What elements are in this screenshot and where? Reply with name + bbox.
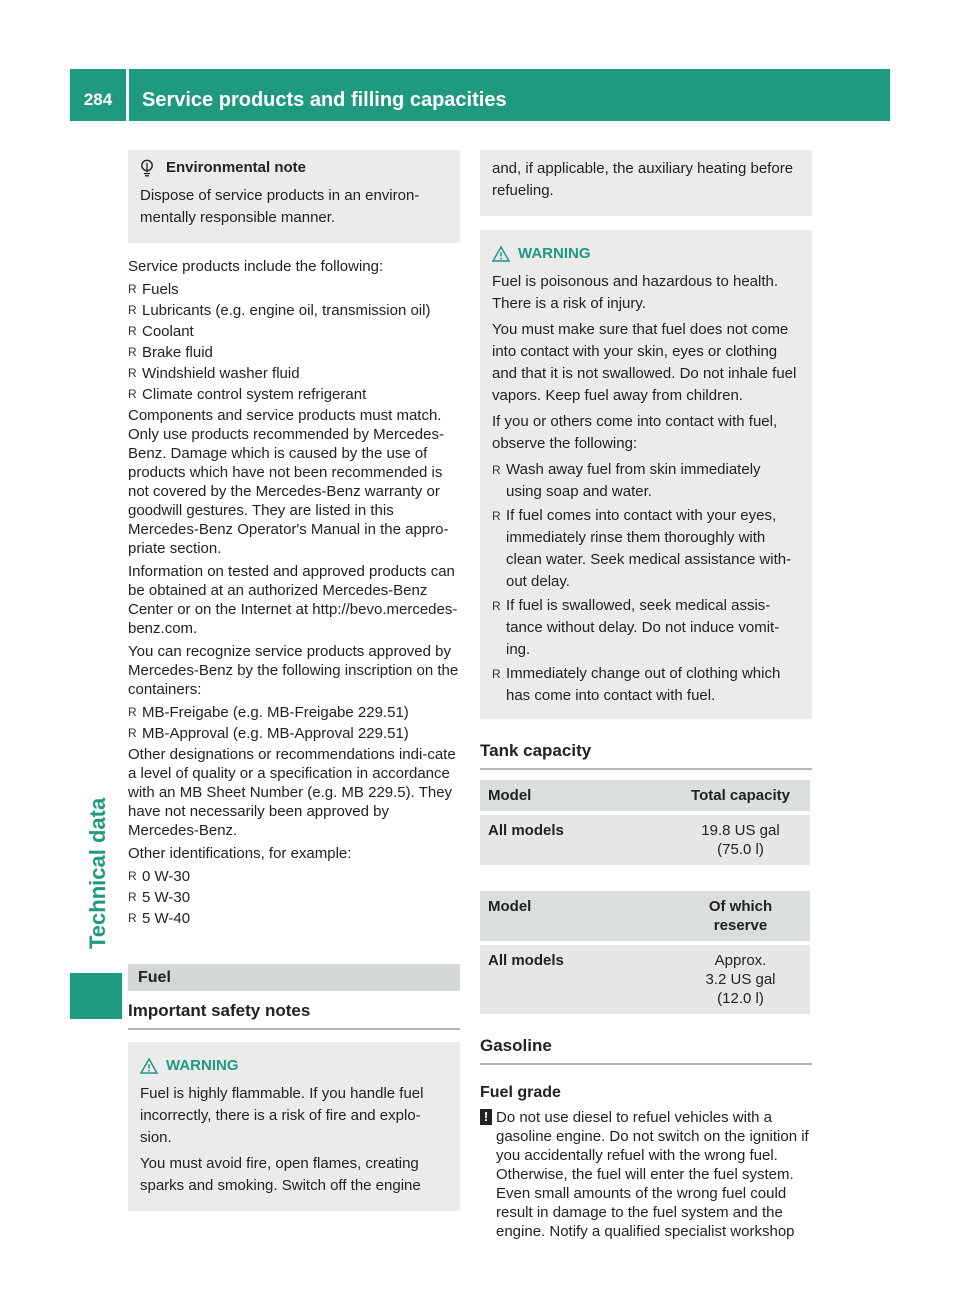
paragraph: Other designations or recommendations indi-cate a level of quality or a specification in accordance with an MB Sheet Number (e.g. MB 229.5). They have not necessarily been approved by Mercedes-Benz. [128, 746, 456, 839]
list-item: R Immediately change out of clothing which has come into contact with fuel. [492, 665, 781, 704]
list-item: R If fuel comes into contact with your eyes, immediately rinse them thoroughly with clean water. Seek medical assistance with-out delay. [492, 507, 792, 590]
section-bar-fuel: Fuel [128, 964, 460, 991]
warning-text: You must avoid fire, open flames, creating sparks and smoking. Switch off the engine [140, 1155, 421, 1194]
side-tab-marker [70, 973, 122, 1019]
warning-box [128, 1042, 460, 1211]
table-row [480, 815, 810, 865]
list-item: R 5 W-40 [128, 910, 191, 927]
total-capacity-table [480, 776, 810, 869]
note-title-text: Environmental note [166, 159, 307, 176]
table-header-row [480, 891, 810, 941]
examples-list [128, 867, 460, 928]
table-cell: All models [480, 945, 671, 1014]
list-item: R 0 W-30 [128, 868, 191, 885]
warning-box [480, 230, 812, 719]
paragraph: Other identifications, for example: [128, 845, 352, 862]
list-item: R Lubricants (e.g. engine oil, transmission oil) [128, 302, 431, 319]
table-cell: 19.8 US gal (75.0 l) [671, 815, 810, 865]
paragraph: You can recognize service products approved by Mercedes-Benz by the following inscription on the containers: [128, 643, 459, 698]
side-tab-label: Technical data [85, 797, 110, 949]
warning-text: Fuel is highly flammable. If you handle fuel incorrectly, there is a risk of fire and explo-sion. [140, 1085, 424, 1146]
list-item: R Wash away fuel from skin immediately using soap and water. [492, 461, 761, 500]
warning-title: WARNING [492, 244, 800, 263]
list-item: R Windshield washer fluid [128, 365, 300, 382]
column-header: Model [480, 780, 671, 811]
paragraph: Information on tested and approved products can be obtained at an authorized Mercedes-Benz Center or on the Internet at http://bevo.mercedes-benz.com. [128, 563, 458, 637]
table-row [480, 945, 810, 1014]
warning-text: Fuel is poisonous and hazardous to health. There is a risk of injury. [492, 273, 779, 312]
list-item: R MB-Freigabe (e.g. MB-Freigabe 229.51) [128, 704, 409, 721]
list-item: R Coolant [128, 323, 194, 340]
safety-heading: Important safety notes [128, 1001, 460, 1030]
right-column [480, 150, 812, 1241]
lightbulb-icon [140, 159, 154, 177]
list-item: R Fuels [128, 281, 179, 298]
reserve-table [480, 887, 810, 1018]
fuel-grade-heading: Fuel grade [480, 1084, 561, 1101]
note-text: Dispose of service products in an environ-mentally responsible manner. [140, 187, 420, 226]
list-item: R 5 W-30 [128, 889, 191, 906]
column-header: Of which reserve [671, 891, 810, 941]
table-header-row [480, 780, 810, 811]
column-header: Total capacity [671, 780, 810, 811]
notice-text: Do not use diesel to refuel vehicles with a gasoline engine. Do not switch on the ignition if you accidentally refuel with the wrong fuel. Otherwise, the fuel will enter the fuel system. Even small amounts of the wrong fuel could result in damage to the fuel system and the engine. Notify a qualified specialist workshop [496, 1109, 809, 1240]
list-item: R MB-Approval (e.g. MB-Approval 229.51) [128, 725, 409, 742]
page-number: 284 [83, 90, 113, 109]
list-item: R Brake fluid [128, 344, 213, 361]
environmental-note-title [140, 158, 448, 177]
warning-triangle-icon [492, 246, 510, 262]
intro-text: Service products include the following: [128, 258, 384, 275]
environmental-note [128, 150, 460, 243]
warning-continuation: and, if applicable, the auxiliary heating before refueling. [480, 150, 812, 216]
page-header [70, 69, 890, 121]
table-cell: Approx. 3.2 US gal (12.0 l) [671, 945, 810, 1014]
warning-text: You must make sure that fuel does not come into contact with your skin, eyes or clothing and that it is not swallowed. Do not inhale fuel vapors. Keep fuel away from children. [492, 321, 797, 404]
warning-triangle-icon [140, 1058, 158, 1074]
notice-exclamation-icon: ! [480, 1109, 492, 1125]
list-item: R If fuel is swallowed, seek medical assis-tance without delay. Do not induce vomit-ing. [492, 597, 780, 658]
paragraph: Components and service products must match. Only use products recommended by Mercedes-Benz. Damage which is caused by the use of products which have not been recommended is not covered by the Mercedes-Benz warranty or goodwill gestures. They are listed in this Mercedes-Benz Operator's Manual in the appro-priate section. [128, 407, 449, 557]
left-column [128, 150, 460, 1211]
notice [480, 1108, 812, 1241]
gasoline-heading: Gasoline [480, 1036, 812, 1065]
column-header: Model [480, 891, 671, 941]
table-cell: All models [480, 815, 671, 865]
list-item: R Climate control system refrigerant [128, 386, 367, 403]
warning-title: WARNING [140, 1056, 448, 1075]
inscriptions-list [128, 703, 460, 743]
products-list [128, 280, 460, 404]
header-divider [126, 69, 129, 121]
page-title: Service products and filling capacities [142, 89, 507, 111]
tank-capacity-heading: Tank capacity [480, 741, 812, 770]
warning-text: If you or others come into contact with fuel, observe the following: [492, 413, 778, 452]
